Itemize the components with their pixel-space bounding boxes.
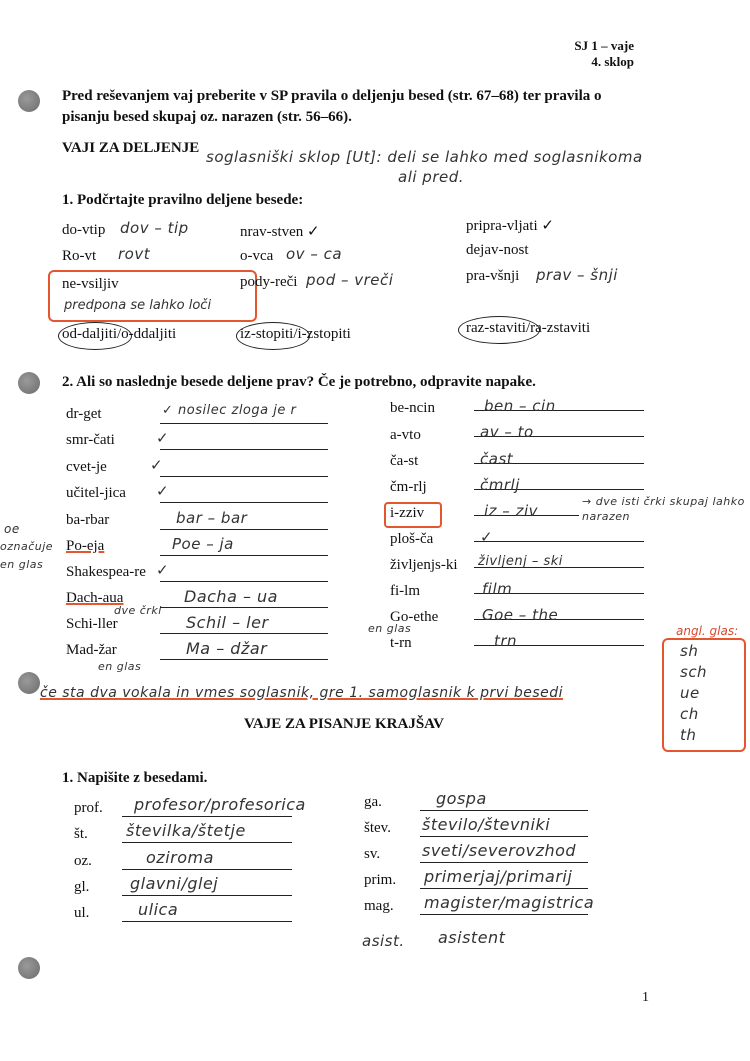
- section-title-division: VAJI ZA DELJENJE: [62, 140, 200, 156]
- t2-left-answer: ✓ nosilec zloga je r: [162, 403, 297, 418]
- word-pripravljati: pripra-vljati ✓: [466, 218, 554, 234]
- handwritten-note-cluster-1: soglasniški sklop [Ut]: deli se lahko med soglasnikoma: [206, 148, 643, 166]
- margin-note-oznacuje: označuje: [0, 540, 54, 553]
- t2-left-word: Dach-aua: [66, 590, 124, 606]
- abbr-left-answer: profesor/profesorica: [134, 795, 306, 814]
- angl-glas-item: th: [680, 726, 697, 744]
- t2-left-answer: Schil – ler: [186, 613, 269, 632]
- t2-right-answer: življenj – ski: [478, 554, 563, 569]
- abbr-extra: asist.: [362, 932, 405, 950]
- t2-right-answer: iz – ziv: [484, 502, 538, 520]
- task2-title: 2. Ali so naslednje besede deljene prav? Če je potrebno, odpravite napake.: [62, 374, 536, 390]
- answer-line: [160, 423, 328, 424]
- answer-podvreci: pod – vreči: [306, 271, 394, 289]
- answer-dovtip: dov – tip: [120, 219, 189, 237]
- word-pravsnji: pra-všnji: [466, 268, 520, 284]
- answer-line: [420, 836, 588, 837]
- angl-glas-item: sh: [680, 642, 699, 660]
- margin-note-englas: en glas: [0, 558, 44, 571]
- abbr-right-answer: primerjaj/primarij: [424, 867, 573, 886]
- word-ovca: o-vca: [240, 248, 274, 264]
- intro-line-1: Pred reševanjem vaj preberite v SP pravila o deljenju besed (str. 67–68) ter pravila o: [62, 88, 602, 104]
- t2-right-word: i-zziv: [390, 505, 425, 521]
- t2-right-answer: Goe – the: [482, 606, 559, 624]
- angl-glas-box: [662, 638, 746, 752]
- t2-left-answer: ✓: [150, 456, 164, 474]
- answer-line: [160, 529, 328, 530]
- t2-left-answer: Ma – džar: [186, 639, 268, 658]
- abbr-right: prim.: [364, 872, 397, 888]
- answer-nevsiljiv: predpona se lahko loči: [64, 298, 212, 313]
- task1-title: 1. Podčrtajte pravilno deljene besede:: [62, 192, 304, 208]
- answer-line: [474, 541, 644, 542]
- abbr-right-answer: magister/magistrica: [424, 893, 595, 912]
- word-dejavnost: dejav-nost: [466, 242, 529, 258]
- answer-line: [122, 895, 292, 896]
- answer-line: [160, 659, 328, 660]
- abbr-left-answer: številka/štetje: [126, 821, 246, 840]
- t2-left-word: Shakespea-re: [66, 564, 146, 580]
- answer-line: [160, 633, 328, 634]
- t2-right-word: življenjs-ki: [390, 557, 458, 573]
- t2-right-word: a-vto: [390, 427, 421, 443]
- word-nravstven: nrav-stven ✓: [240, 224, 320, 240]
- answer-line: [420, 810, 588, 811]
- answer-line: [160, 476, 328, 477]
- answer-line: [122, 921, 292, 922]
- t2-right-word: fi-lm: [390, 583, 420, 599]
- t2-left-answer: ✓: [156, 561, 170, 579]
- t2-right-answer: ✓: [480, 528, 494, 546]
- word-rovt: Ro-vt: [62, 248, 97, 264]
- t2-left-word: Schi-ller: [66, 616, 118, 632]
- t2-right-word: Go-ethe: [390, 609, 439, 625]
- t2-left-answer: ✓: [156, 482, 170, 500]
- answer-line: [420, 862, 588, 863]
- t2-left-word: ba-rbar: [66, 512, 110, 528]
- abbr-left: gl.: [74, 879, 90, 895]
- word-dovtip: do-vtip: [62, 222, 106, 238]
- punch-hole-top: [18, 90, 40, 112]
- abbr-left-answer: oziroma: [146, 848, 214, 867]
- abbr-task-title: 1. Napišite z besedami.: [62, 770, 208, 786]
- margin-note-oe: oe: [4, 522, 20, 536]
- punch-hole-bottom: [18, 957, 40, 979]
- abbr-left: št.: [74, 826, 88, 842]
- abbr-left-answer: ulica: [138, 900, 179, 919]
- answer-line: [122, 816, 292, 817]
- t2-left-answer: bar – bar: [176, 509, 248, 527]
- t2-left-word: Po-eja: [66, 538, 105, 554]
- note-dve-crki: dve črki: [114, 604, 162, 617]
- course-label: SJ 1 – vaje: [574, 38, 634, 53]
- abbr-right: mag.: [364, 898, 394, 914]
- t2-left-word: dr-get: [66, 406, 102, 422]
- note-en-glas-madzar: en glas: [98, 660, 142, 673]
- word-oddaljiti: od-daljiti/o-ddaljiti: [62, 326, 177, 342]
- abbr-extra-answer: asistent: [438, 928, 506, 947]
- answer-pravsnji: prav – šnji: [536, 266, 618, 284]
- t2-right-answer: film: [482, 580, 513, 598]
- punch-hole-middle-1: [18, 372, 40, 394]
- t2-right-word: ča-st: [390, 453, 419, 469]
- t2-right-answer: čmrlj: [480, 476, 520, 494]
- note-goethe-en-glas: en glas: [368, 622, 412, 635]
- abbr-left: ul.: [74, 905, 90, 921]
- page-number: 1: [642, 990, 649, 1005]
- handwritten-note-cluster-2: ali pred.: [398, 168, 465, 186]
- answer-line: [122, 869, 292, 870]
- angl-glas-item: sch: [680, 663, 708, 681]
- abbr-right-answer: število/števniki: [422, 815, 551, 834]
- t2-left-answer: Poe – ja: [172, 535, 234, 553]
- t2-left-answer: Dacha – ua: [184, 587, 278, 606]
- page-header: [574, 38, 634, 70]
- t2-right-word: t-rn: [390, 635, 412, 651]
- abbr-right: ga.: [364, 794, 382, 810]
- t2-left-word: cvet-je: [66, 459, 107, 475]
- vowel-rule-note: če sta dva vokala in vmes soglasnik, gre 1. samoglasnik k prvi besedi: [40, 685, 564, 701]
- intro-text: [62, 86, 602, 128]
- section-title-abbreviations: VAJE ZA PISANJE KRAJŠAV: [244, 716, 444, 732]
- word-nevsiljiv: ne-vsiljiv: [62, 276, 119, 292]
- t2-left-word: učitel-jica: [66, 485, 126, 501]
- abbr-right-answer: gospa: [436, 789, 487, 808]
- t2-right-answer: trn: [494, 632, 518, 650]
- answer-line: [420, 914, 588, 915]
- answer-line: [160, 502, 328, 503]
- angl-glas-item: ch: [680, 705, 699, 723]
- answer-line: [420, 888, 588, 889]
- abbr-left: oz.: [74, 853, 92, 869]
- t2-left-word: smr-čati: [66, 432, 115, 448]
- angl-glas-item: ue: [680, 684, 700, 702]
- t2-right-word: čm-rlj: [390, 479, 427, 495]
- t2-left-answer: ✓: [156, 429, 170, 447]
- t2-right-answer: čast: [480, 450, 514, 468]
- t2-right-answer: ben – cin: [484, 397, 556, 415]
- answer-line: [160, 449, 328, 450]
- note-izziv: → dve isti črki skupaj lahko narazen: [582, 495, 745, 523]
- t2-right-word: ploš-ča: [390, 531, 434, 547]
- t2-right-word: be-ncin: [390, 400, 435, 416]
- unit-label: 4. sklop: [591, 54, 634, 69]
- punch-hole-middle-2: [18, 672, 40, 694]
- t2-left-word: Mad-žar: [66, 642, 117, 658]
- abbr-left: prof.: [74, 800, 103, 816]
- word-podvreci: pody-reči: [240, 274, 298, 290]
- answer-line: [160, 555, 328, 556]
- abbr-right: štev.: [364, 820, 391, 836]
- answer-rovt: rovt: [118, 245, 151, 263]
- abbr-right: sv.: [364, 846, 381, 862]
- abbr-right-answer: sveti/severovzhod: [422, 841, 577, 860]
- angl-glas-label: angl. glas:: [676, 624, 739, 638]
- abbr-left-answer: glavni/glej: [130, 874, 219, 893]
- answer-line: [160, 607, 328, 608]
- answer-ovca: ov – ca: [286, 245, 343, 263]
- t2-right-answer: av – to: [480, 423, 534, 441]
- word-izstopiti: iz-stopiti/i-zstopiti: [240, 326, 351, 342]
- word-razstaviti: raz-staviti/ra-zstaviti: [466, 320, 591, 336]
- answer-line: [122, 842, 292, 843]
- intro-line-2: pisanju besed skupaj oz. narazen (str. 56–66).: [62, 109, 352, 125]
- answer-line: [160, 581, 328, 582]
